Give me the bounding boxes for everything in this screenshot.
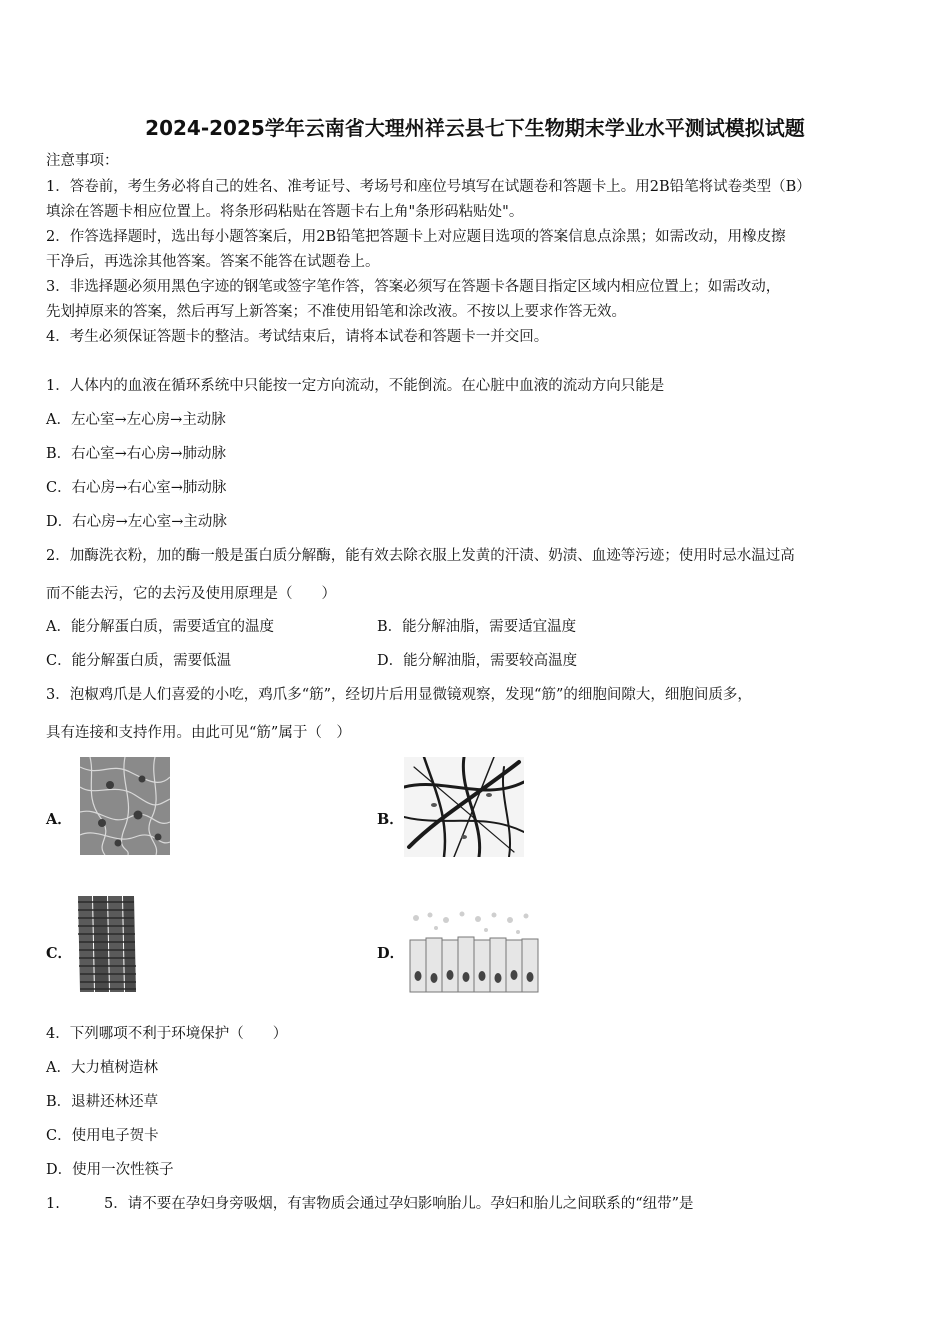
notice-line: 2．作答选择题时，选出每小题答案后，用2B铅笔把答题卡上对应题目选项的答案信息点涂黑；如需改动，用橡皮擦 [46, 229, 786, 245]
question-4-stem: 4．下列哪项不利于环境保护（ ） [46, 1026, 288, 1042]
notice-line: 填涂在答题卡相应位置上。将条形码粘贴在答题卡右上角"条形码粘贴处"。 [46, 204, 524, 220]
q1-option-a: A．左心室→左心房→主动脉 [46, 412, 226, 428]
notice-line: 干净后，再选涂其他答案。答案不能答在试题卷上。 [46, 254, 380, 270]
question-2-stem-cont: 而不能去污，它的去污及使用原理是（ ） [46, 586, 336, 602]
question-5-stem: 5．请不要在孕妇身旁吸烟，有害物质会通过孕妇影响胎儿。孕妇和胎儿之间联系的“纽带”是 [104, 1196, 694, 1212]
notice-line: 1．答卷前，考生务必将自己的姓名、准考证号、考场号和座位号填写在试题卷和答题卡上。用2B铅笔将试卷类型（B） [46, 179, 811, 195]
question-3-stem: 3．泡椒鸡爪是人们喜爱的小吃，鸡爪多“筋”，经切片后用显微镜观察，发现“筋”的细胞间隙大，细胞间质多， [46, 687, 752, 703]
notice-line: 4．考生必须保证答题卡的整洁。考试结束后，请将本试卷和答题卡一并交回。 [46, 329, 549, 345]
q1-option-c: C．右心房→右心室→肺动脉 [46, 480, 227, 496]
q2-option-a: A．能分解蛋白质，需要适宜的温度 [46, 619, 274, 635]
question-2-stem: 2．加酶洗衣粉，加的酶一般是蛋白质分解酶，能有效去除衣服上发黄的汗渍、奶渍、血迹等污迹；使用时忌水温过高 [46, 548, 795, 564]
q3-label-c: C． [46, 945, 73, 962]
q3-label-d: D． [377, 945, 405, 962]
q2-option-d: D．能分解油脂，需要较高温度 [377, 653, 578, 669]
q1-option-b: B．右心室→右心房→肺动脉 [46, 446, 226, 462]
question-3-stem-cont: 具有连接和支持作用。由此可见“筋”属于（ ） [46, 725, 351, 741]
epithelial-tissue-image [406, 910, 542, 996]
page-title: 2024-2025学年云南省大理州祥云县七下生物期末学业水平测试模拟试题 [145, 116, 805, 140]
muscle-tissue-image [76, 896, 136, 992]
q1-option-d: D．右心房→左心室→主动脉 [46, 514, 227, 530]
q2-option-b: B．能分解油脂，需要适宜温度 [377, 619, 577, 635]
q4-option-a: A．大力植树造林 [46, 1060, 158, 1076]
q2-option-c: C．能分解蛋白质，需要低温 [46, 653, 232, 669]
q4-option-b: B．退耕还林还草 [46, 1094, 159, 1110]
question-1-stem: 1．人体内的血液在循环系统中只能按一定方向流动，不能倒流。在心脏中血液的流动方向只能是 [46, 378, 665, 394]
q3-label-b: B． [377, 811, 404, 828]
q3-label-a: A． [46, 811, 72, 828]
notice-line: 3．非选择题必须用黑色字迹的钢笔或签字笔作答，答案必须写在答题卡各题目指定区域内相应位置上；如需改动， [46, 279, 781, 295]
notice-heading: 注意事项： [46, 153, 119, 169]
list-number: 1. [46, 1196, 60, 1212]
q4-option-c: C．使用电子贺卡 [46, 1128, 159, 1144]
notice-line: 先划掉原来的答案，然后再写上新答案；不准使用铅笔和涂改液。不按以上要求作答无效。 [46, 304, 626, 320]
q4-option-d: D．使用一次性筷子 [46, 1162, 174, 1178]
nerve-tissue-image [80, 757, 170, 855]
connective-tissue-image [404, 757, 524, 857]
